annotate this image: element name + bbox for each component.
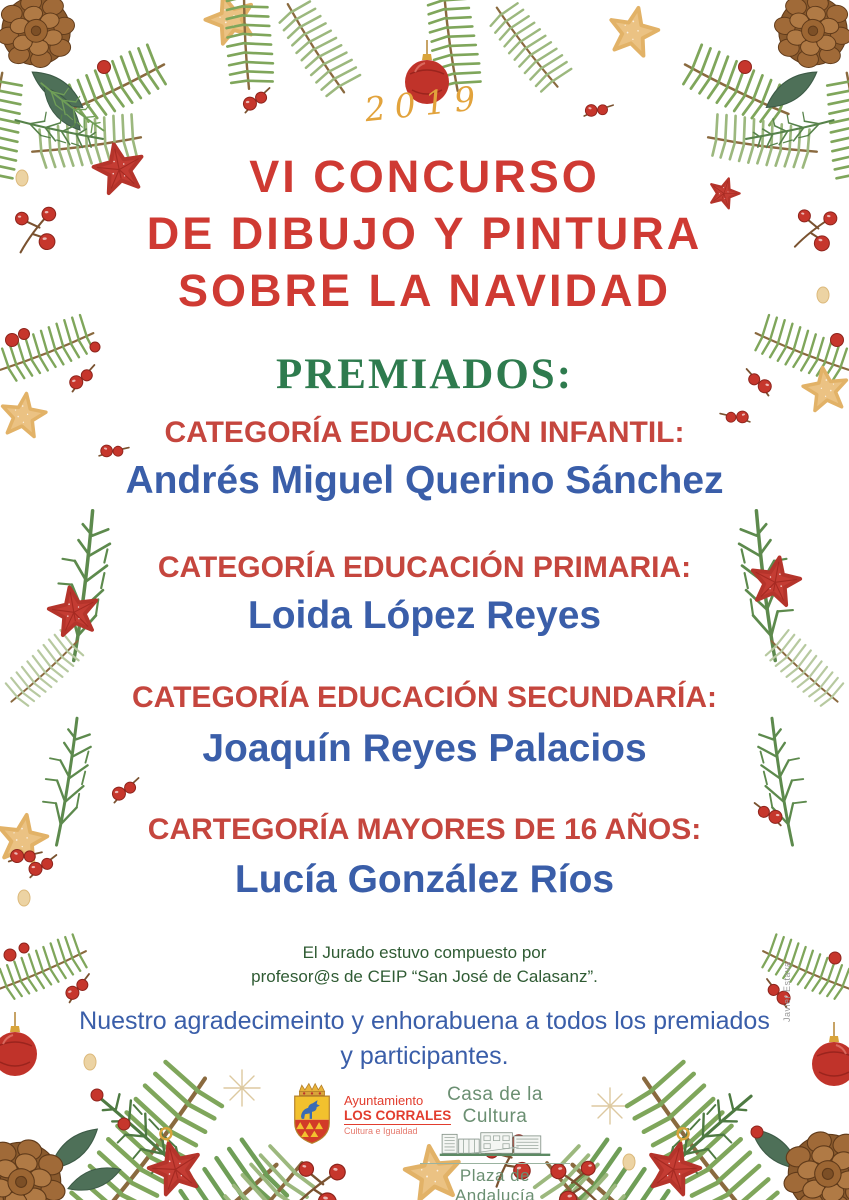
title-line-1: VI CONCURSO xyxy=(249,151,600,202)
artist-credit: Javier Estava xyxy=(782,961,792,1022)
winner-name-infantil: Andrés Miguel Querino Sánchez xyxy=(125,459,724,502)
category-label-mayores16: CARTEGORÍA MAYORES DE 16 AÑOS: xyxy=(147,813,702,846)
awards-heading: PREMIADOS: xyxy=(275,351,574,398)
gold-drop-icon xyxy=(623,1154,635,1170)
berries-icon xyxy=(110,778,142,803)
berry-icon xyxy=(751,1126,763,1138)
casa-cultura-name: Casa de la Cultura xyxy=(447,1084,543,1127)
berry-icon xyxy=(118,1118,130,1130)
category-label-secundaria: CATEGORÍA EDUCACIÓN SECUNDARÍA: xyxy=(132,681,717,714)
pine-branch-icon xyxy=(276,0,364,104)
berry-icon xyxy=(91,1089,103,1101)
thanks-line-1: Nuestro agradecimeinto y enhorabuena a todos los premiados xyxy=(79,1007,770,1035)
cedar-branch-icon xyxy=(8,511,159,661)
ayuntamiento-label: Ayuntamiento xyxy=(344,1092,424,1108)
thanks-message xyxy=(0,1004,849,1074)
department-label: Cultura e Igualdad xyxy=(344,1125,418,1136)
culture-house-building-icon xyxy=(425,1128,565,1158)
jury-note xyxy=(0,941,849,989)
jury-note-line-2: profesor@s de CEIP “San José de Calasanz”. xyxy=(251,967,598,986)
year-script: 2019 xyxy=(362,77,487,130)
title-line-3: SOBRE LA NAVIDAD xyxy=(177,265,671,316)
jury-note-line-1: El Jurado estuvo compuesto por xyxy=(302,943,547,962)
gold-star-icon xyxy=(605,3,662,58)
pinecone-icon xyxy=(0,0,81,74)
coat-of-arms-icon xyxy=(288,1082,336,1148)
sparkle-icon xyxy=(592,1088,628,1124)
category-label-primaria: CATEGORÍA EDUCACIÓN PRIMARIA: xyxy=(157,551,692,584)
municipality-name: LOS CORRALES xyxy=(344,1109,451,1125)
winner-name-mayores16: Lucía González Ríos xyxy=(234,858,615,901)
thanks-line-2: y participantes. xyxy=(340,1042,509,1070)
berry-icon xyxy=(6,334,19,347)
berry-icon xyxy=(98,61,111,74)
berry-icon xyxy=(831,334,844,347)
winner-name-primaria: Loida López Reyes xyxy=(247,594,602,637)
casa-cultura-logo xyxy=(420,1084,570,1200)
berry-icon xyxy=(19,329,30,340)
category-label-infantil: CATEGORÍA EDUCACIÓN INFANTIL: xyxy=(164,416,685,449)
title-line-2: DE DIBUJO Y PINTURA xyxy=(146,208,703,259)
poster-title xyxy=(0,148,849,319)
casa-cultura-address: Plaza de Andalucía xyxy=(420,1163,570,1200)
winner-name-secundaria: Joaquín Reyes Palacios xyxy=(202,727,647,770)
sparkle-icon xyxy=(224,1070,260,1106)
